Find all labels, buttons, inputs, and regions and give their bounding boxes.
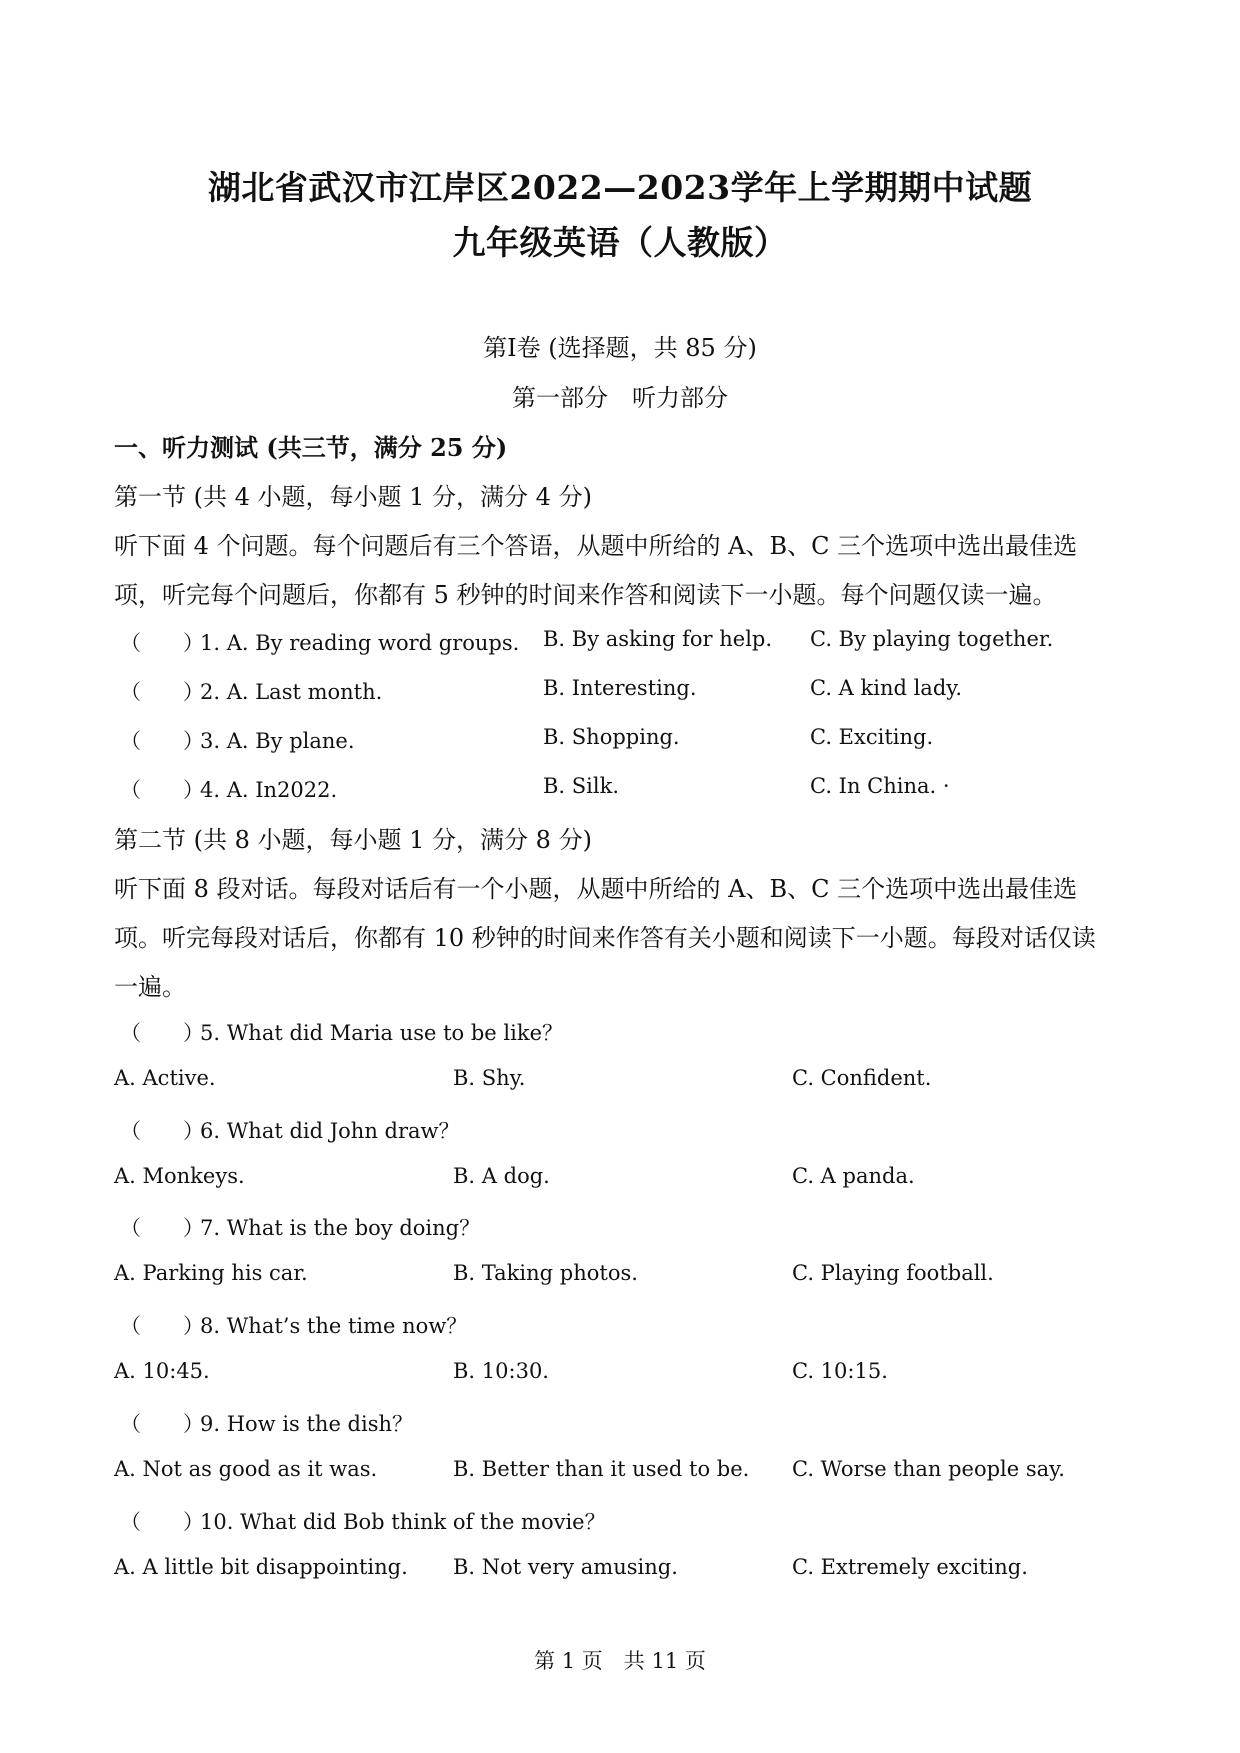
question-stem: （ ）6. What did John draw？ [120, 1119, 460, 1143]
option-b: B. Shopping. [543, 725, 680, 749]
option-a: 1. A. By reading word groups. [200, 631, 520, 655]
option-c: C. In China. · [810, 774, 950, 798]
option-a: A. A little bit disappointing. [114, 1555, 408, 1579]
question-stem: （ ）10. What did Bob think of the movie？ [120, 1510, 606, 1534]
question-stem: （ ）8. What’s the time now？ [120, 1314, 468, 1338]
section-heading: 一、听力测试 (共三节，满分 25 分) [114, 433, 508, 462]
option-a: 2. A. Last month. [200, 680, 383, 704]
question-stem: （ ）5. What did Maria use to be like？ [120, 1021, 563, 1045]
option-b: B. 10:30. [453, 1359, 549, 1383]
option-a: A. Parking his car. [114, 1261, 308, 1285]
part-title: 第一部分 听力部分 [512, 384, 728, 412]
exam-title: 湖北省武汉市江岸区2022—2023学年上学期期中试题 [207, 168, 1033, 207]
option-c: C. A panda. [792, 1164, 915, 1188]
option-b: B. Not very amusing. [453, 1555, 678, 1579]
option-b: B. By asking for help. [543, 627, 773, 651]
option-b: B. Better than it used to be. [453, 1457, 750, 1481]
option-a: A. Active. [114, 1066, 216, 1090]
option-c: C. A kind lady. [810, 676, 963, 700]
option-b: B. Silk. [543, 774, 620, 798]
option-c: C. Confident. [792, 1066, 932, 1090]
question-stem: （ ）9. How is the dish？ [120, 1412, 414, 1436]
option-a: 3. A. By plane. [200, 729, 355, 753]
option-b: B. A dog. [453, 1164, 550, 1188]
option-c: C. Worse than people say. [792, 1457, 1065, 1481]
subsection-1-instructions-line2: 项，听完每个问题后，你都有 5 秒钟的时间来作答和阅读下一小题。每个问题仅读一遍。 [114, 581, 1057, 609]
option-c: C. Exciting. [810, 725, 934, 749]
answer-blank: （ ）2. A. Last month. [120, 680, 383, 704]
subsection-2-instructions-line1: 听下面 8 段对话。每段对话后有一个小题，从题中所给的 A、B、C 三个选项中选出最佳选 [114, 875, 1078, 903]
answer-blank: （ ）3. A. By plane. [120, 729, 355, 753]
option-b: B. Shy. [453, 1066, 526, 1090]
option-b: B. Interesting. [543, 676, 697, 700]
page-number-footer: 第 1 页 共 11 页 [534, 1649, 706, 1673]
option-a: 4. A. In2022. [200, 778, 338, 802]
subsection-2-heading: 第二节 (共 8 小题，每小题 1 分，满分 8 分) [114, 826, 592, 854]
option-a: A. 10:45. [114, 1359, 210, 1383]
answer-blank: （ ）1. A. By reading word groups. [120, 631, 520, 655]
subsection-1-instructions-line1: 听下面 4 个问题。每个问题后有三个答语，从题中所给的 A、B、C 三个选项中选出最佳选 [114, 532, 1078, 560]
option-c: C. By playing together. [810, 627, 1054, 651]
subsection-2-instructions-line2: 项。听完每段对话后，你都有 10 秒钟的时间来作答有关小题和阅读下一小题。每段对话仅读 [114, 924, 1096, 952]
option-a: A. Not as good as it was. [114, 1457, 378, 1481]
exam-subtitle: 九年级英语（人教版） [452, 223, 788, 262]
option-c: C. 10:15. [792, 1359, 888, 1383]
option-c: C. Extremely exciting. [792, 1555, 1028, 1579]
subsection-2-instructions-line3: 一遍。 [114, 973, 186, 1001]
volume-title: 第Ⅰ卷 (选择题，共 85 分) [483, 334, 757, 362]
option-c: C. Playing football. [792, 1261, 994, 1285]
answer-blank: （ ）4. A. In2022. [120, 778, 338, 802]
option-b: B. Taking photos. [453, 1261, 638, 1285]
subsection-1-heading: 第一节 (共 4 小题，每小题 1 分，满分 4 分) [114, 483, 592, 511]
option-a: A. Monkeys. [114, 1164, 245, 1188]
question-stem: （ ）7. What is the boy doing？ [120, 1216, 481, 1240]
